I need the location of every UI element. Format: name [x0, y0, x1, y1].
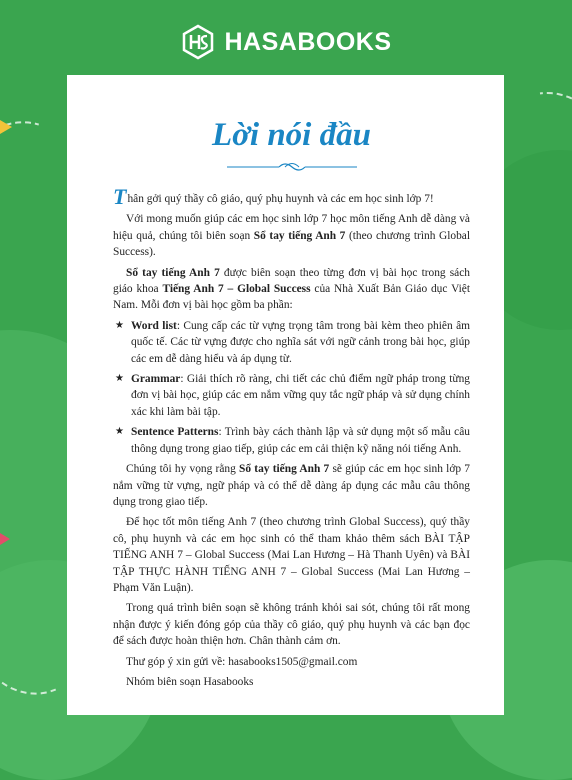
- greeting-paragraph: [113, 184, 470, 209]
- list-item-text: : Cung cấp các từ vựng trọng tâm trong bài kèm theo phiên âm quốc tế. Các từ vựng được cho nghĩa sát với ngữ cảnh trong bài học, giúp các em dễ dàng hiểu và áp dụng từ.: [131, 319, 470, 365]
- paragraph: [113, 265, 470, 314]
- preface-page: [67, 75, 504, 715]
- list-item-grammar: [113, 371, 470, 420]
- paper-plane-icon: [0, 533, 10, 545]
- star-bullet-icon: ★: [115, 319, 124, 331]
- preface-body: [113, 184, 470, 690]
- paragraph-text: sẽ giúp các em học sinh lớp 7 nắm vững từ vựng, ngữ pháp và có thể dễ dàng áp dụng các mẫu câu thông dụng trong giao tiếp.: [113, 463, 470, 508]
- brand-name: HASABOOKS: [224, 27, 392, 56]
- paragraph-text: được biên soạn theo từng đơn vị bài học trong sách giáo khoa: [113, 266, 470, 296]
- paragraph: Trong quá trình biên soạn sẽ không tránh khỏi sai sót, chúng tôi rất mong nhận được ý kiến đóng góp của thầy cô giáo, quý phụ huynh và các bạn đọc để sách được hoàn thiện hơn. Chân thành cảm ơn.: [113, 602, 470, 648]
- star-bullet-icon: ★: [115, 426, 124, 438]
- contact-line: Thư góp ý xin gửi về: hasabooks1505@gmail.com: [126, 655, 358, 668]
- list-item-term: Grammar: [131, 373, 181, 386]
- list-item-text: : Trình bày cách thành lập và sử dụng một số mẫu câu thông dụng trong giao tiếp, giúp các em cải thiện kỹ năng nói tiếng Anh.: [131, 426, 470, 455]
- page-title: Lời nói đầu: [212, 117, 371, 153]
- textbook-title: Tiếng Anh 7 – Global Success: [162, 283, 311, 296]
- book-title: Sổ tay tiếng Anh 7: [239, 463, 330, 476]
- title-ornament-icon: [227, 161, 357, 173]
- list-item-sentence-patterns: [113, 424, 470, 457]
- list-item-word-list: [113, 318, 470, 367]
- paragraph-text: Với mong muốn giúp các em học sinh lớp 7 học môn tiếng Anh dễ dàng và hiệu quả, chúng tôi biên soạn: [113, 213, 470, 242]
- paragraph-text: của Nhà Xuất Bản Giáo dục Việt Nam. Mỗi đơn vị bài học gồm ba phần:: [113, 283, 470, 312]
- hasabooks-logo-icon: [180, 24, 216, 60]
- star-bullet-icon: ★: [115, 373, 124, 385]
- list-item-text: : Giải thích rõ ràng, chi tiết các chủ điểm ngữ pháp trong từng đơn vị bài học, giúp các em nắm vững quy tắc ngữ pháp và sử dụng chính xác khi làm bài tập.: [131, 373, 470, 418]
- paragraph: [113, 461, 470, 510]
- drop-cap: T: [113, 184, 127, 209]
- paragraph: [113, 211, 470, 260]
- greeting-text: hân gởi quý thầy cô giáo, quý phụ huynh và các em học sinh lớp 7!: [127, 193, 434, 205]
- paragraph-text: (theo chương trình Global Success).: [113, 229, 470, 259]
- paper-plane-icon: [0, 120, 12, 134]
- list-item-term: Word list: [131, 319, 177, 332]
- book-title: Sổ tay tiếng Anh 7: [253, 229, 346, 242]
- brand-header: [0, 20, 572, 64]
- signature-line: Nhóm biên soạn Hasabooks: [126, 675, 254, 688]
- paragraph: Để học tốt môn tiếng Anh 7 (theo chương trình Global Success), quý thầy cô, phụ huynh và các em học sinh có thể tham khảo thêm sách BÀI TẬP TIẾNG ANH 7 – Global Success (Mai Lan Hương – Hà Thanh Uyên) và BÀI TẬP THỰC HÀNH TIẾNG ANH 7 – Global Success (Mai Lan Hương – Phạm Văn Luận).: [113, 516, 470, 594]
- list-item-term: Sentence Patterns: [131, 426, 219, 439]
- book-title: Sổ tay tiếng Anh 7: [126, 266, 220, 279]
- paragraph-text: Chúng tôi hy vọng rằng: [126, 463, 240, 476]
